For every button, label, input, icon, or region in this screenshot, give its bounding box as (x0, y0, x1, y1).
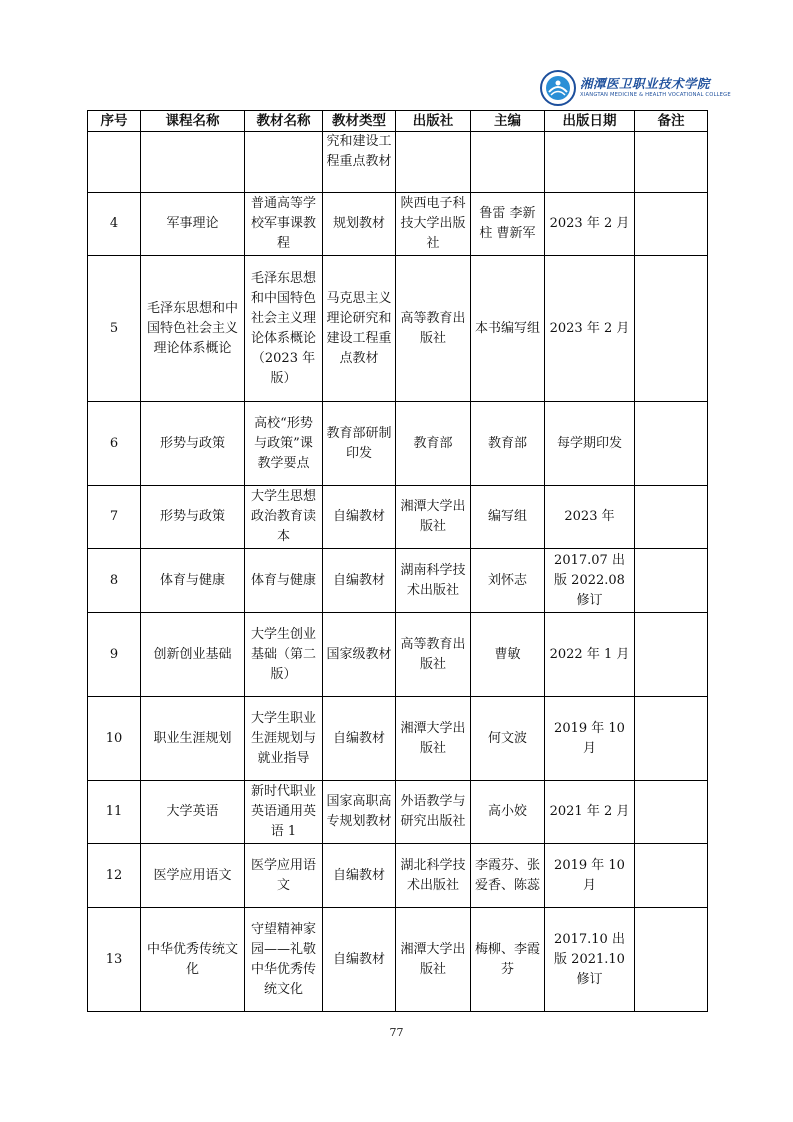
cell-book: 毛泽东思想和中国特色社会主义理论体系概论（2023 年版） (245, 256, 323, 402)
cell-book: 守望精神家园——礼敬中华优秀传统文化 (245, 908, 323, 1012)
cell-editor: 高小姣 (471, 781, 545, 844)
college-emblem-icon (540, 70, 576, 106)
table-header-row (88, 111, 708, 132)
cell-num (88, 132, 141, 193)
cell-editor: 曹敏 (471, 613, 545, 697)
table-row (88, 402, 708, 486)
textbook-table (87, 110, 708, 1012)
cell-editor: 刘怀志 (471, 549, 545, 613)
cell-type: 自编教材 (323, 486, 396, 549)
cell-publisher: 高等教育出版社 (396, 256, 471, 402)
cell-publisher: 外语教学与研究出版社 (396, 781, 471, 844)
cell-num: 7 (88, 486, 141, 549)
logo-name-cn: 湘潭医卫职业技术学院 (580, 76, 711, 91)
cell-editor: 李霞芬、张爱香、陈蕊 (471, 844, 545, 908)
cell-course: 创新创业基础 (141, 613, 245, 697)
cell-type: 自编教材 (323, 549, 396, 613)
cell-date (545, 132, 635, 193)
col-header-date: 出版日期 (545, 111, 635, 132)
cell-note (635, 613, 708, 697)
table-row (88, 908, 708, 1012)
cell-course: 形势与政策 (141, 402, 245, 486)
cell-type: 自编教材 (323, 697, 396, 781)
cell-publisher: 湘潭大学出版社 (396, 908, 471, 1012)
cell-date: 2021 年 2 月 (545, 781, 635, 844)
cell-note (635, 132, 708, 193)
cell-note (635, 908, 708, 1012)
table-row (88, 486, 708, 549)
cell-editor (471, 132, 545, 193)
cell-date: 2019 年 10 月 (545, 844, 635, 908)
table-row (88, 844, 708, 908)
table-row (88, 549, 708, 613)
cell-type: 马克思主义理论研究和建设工程重点教材 (323, 256, 396, 402)
cell-editor: 梅柳、李霞芬 (471, 908, 545, 1012)
cell-type: 教育部研制印发 (323, 402, 396, 486)
cell-course: 医学应用语文 (141, 844, 245, 908)
cell-num: 10 (88, 697, 141, 781)
col-header-course: 课程名称 (141, 111, 245, 132)
cell-type: 规划教材 (323, 193, 396, 256)
cell-date: 2023 年 (545, 486, 635, 549)
cell-publisher (396, 132, 471, 193)
cell-date: 2017.10 出版 2021.10 修订 (545, 908, 635, 1012)
cell-date: 2019 年 10 月 (545, 697, 635, 781)
col-header-editor: 主编 (471, 111, 545, 132)
cell-publisher: 湘潭大学出版社 (396, 697, 471, 781)
cell-num: 4 (88, 193, 141, 256)
table-row (88, 132, 708, 193)
cell-publisher: 湖北科学技术出版社 (396, 844, 471, 908)
table-row (88, 697, 708, 781)
cell-book: 新时代职业英语通用英语 1 (245, 781, 323, 844)
cell-book (245, 132, 323, 193)
cell-note (635, 402, 708, 486)
cell-course: 体育与健康 (141, 549, 245, 613)
cell-publisher: 湖南科学技术出版社 (396, 549, 471, 613)
cell-num: 11 (88, 781, 141, 844)
college-logo (540, 70, 731, 112)
cell-publisher: 高等教育出版社 (396, 613, 471, 697)
cell-type: 国家高职高专规划教材 (323, 781, 396, 844)
cell-type: 究和建设工程重点教材 (323, 132, 396, 193)
cell-num: 5 (88, 256, 141, 402)
cell-course: 形势与政策 (141, 486, 245, 549)
cell-course: 大学英语 (141, 781, 245, 844)
logo-name-en: XIANGTAN MEDICINE & HEALTH VOCATIONAL COLLEGE (580, 92, 731, 98)
cell-book: 大学生职业生涯规划与就业指导 (245, 697, 323, 781)
col-header-type: 教材类型 (323, 111, 396, 132)
cell-book: 大学生思想政治教育读本 (245, 486, 323, 549)
cell-book: 高校“形势与政策”课教学要点 (245, 402, 323, 486)
cell-num: 13 (88, 908, 141, 1012)
cell-course: 职业生涯规划 (141, 697, 245, 781)
cell-course: 中华优秀传统文化 (141, 908, 245, 1012)
cell-course: 军事理论 (141, 193, 245, 256)
cell-editor: 鲁雷 李新柱 曹新军 (471, 193, 545, 256)
cell-date: 2022 年 1 月 (545, 613, 635, 697)
cell-publisher: 陕西电子科技大学出版社 (396, 193, 471, 256)
col-header-num: 序号 (88, 111, 141, 132)
cell-book: 大学生创业基础（第二版） (245, 613, 323, 697)
page-number: 77 (389, 1026, 404, 1039)
cell-date: 2017.07 出版 2022.08 修订 (545, 549, 635, 613)
cell-book: 医学应用语文 (245, 844, 323, 908)
cell-editor: 教育部 (471, 402, 545, 486)
cell-date: 2023 年 2 月 (545, 193, 635, 256)
table-row (88, 256, 708, 402)
cell-date: 每学期印发 (545, 402, 635, 486)
table-row (88, 613, 708, 697)
cell-note (635, 486, 708, 549)
cell-num: 6 (88, 402, 141, 486)
cell-note (635, 256, 708, 402)
cell-book: 体育与健康 (245, 549, 323, 613)
table-row (88, 193, 708, 256)
cell-num: 8 (88, 549, 141, 613)
cell-editor: 本书编写组 (471, 256, 545, 402)
cell-note (635, 697, 708, 781)
cell-note (635, 549, 708, 613)
cell-num: 12 (88, 844, 141, 908)
cell-book: 普通高等学校军事课教程 (245, 193, 323, 256)
cell-num: 9 (88, 613, 141, 697)
col-header-book: 教材名称 (245, 111, 323, 132)
cell-note (635, 781, 708, 844)
cell-date: 2023 年 2 月 (545, 256, 635, 402)
cell-publisher: 教育部 (396, 402, 471, 486)
cell-type: 国家级教材 (323, 613, 396, 697)
table-row (88, 781, 708, 844)
cell-course (141, 132, 245, 193)
col-header-note: 备注 (635, 111, 708, 132)
cell-editor: 编写组 (471, 486, 545, 549)
cell-course: 毛泽东思想和中国特色社会主义理论体系概论 (141, 256, 245, 402)
cell-note (635, 193, 708, 256)
cell-publisher: 湘潭大学出版社 (396, 486, 471, 549)
cell-type: 自编教材 (323, 844, 396, 908)
cell-type: 自编教材 (323, 908, 396, 1012)
cell-note (635, 844, 708, 908)
cell-editor: 何文波 (471, 697, 545, 781)
col-header-publisher: 出版社 (396, 111, 471, 132)
